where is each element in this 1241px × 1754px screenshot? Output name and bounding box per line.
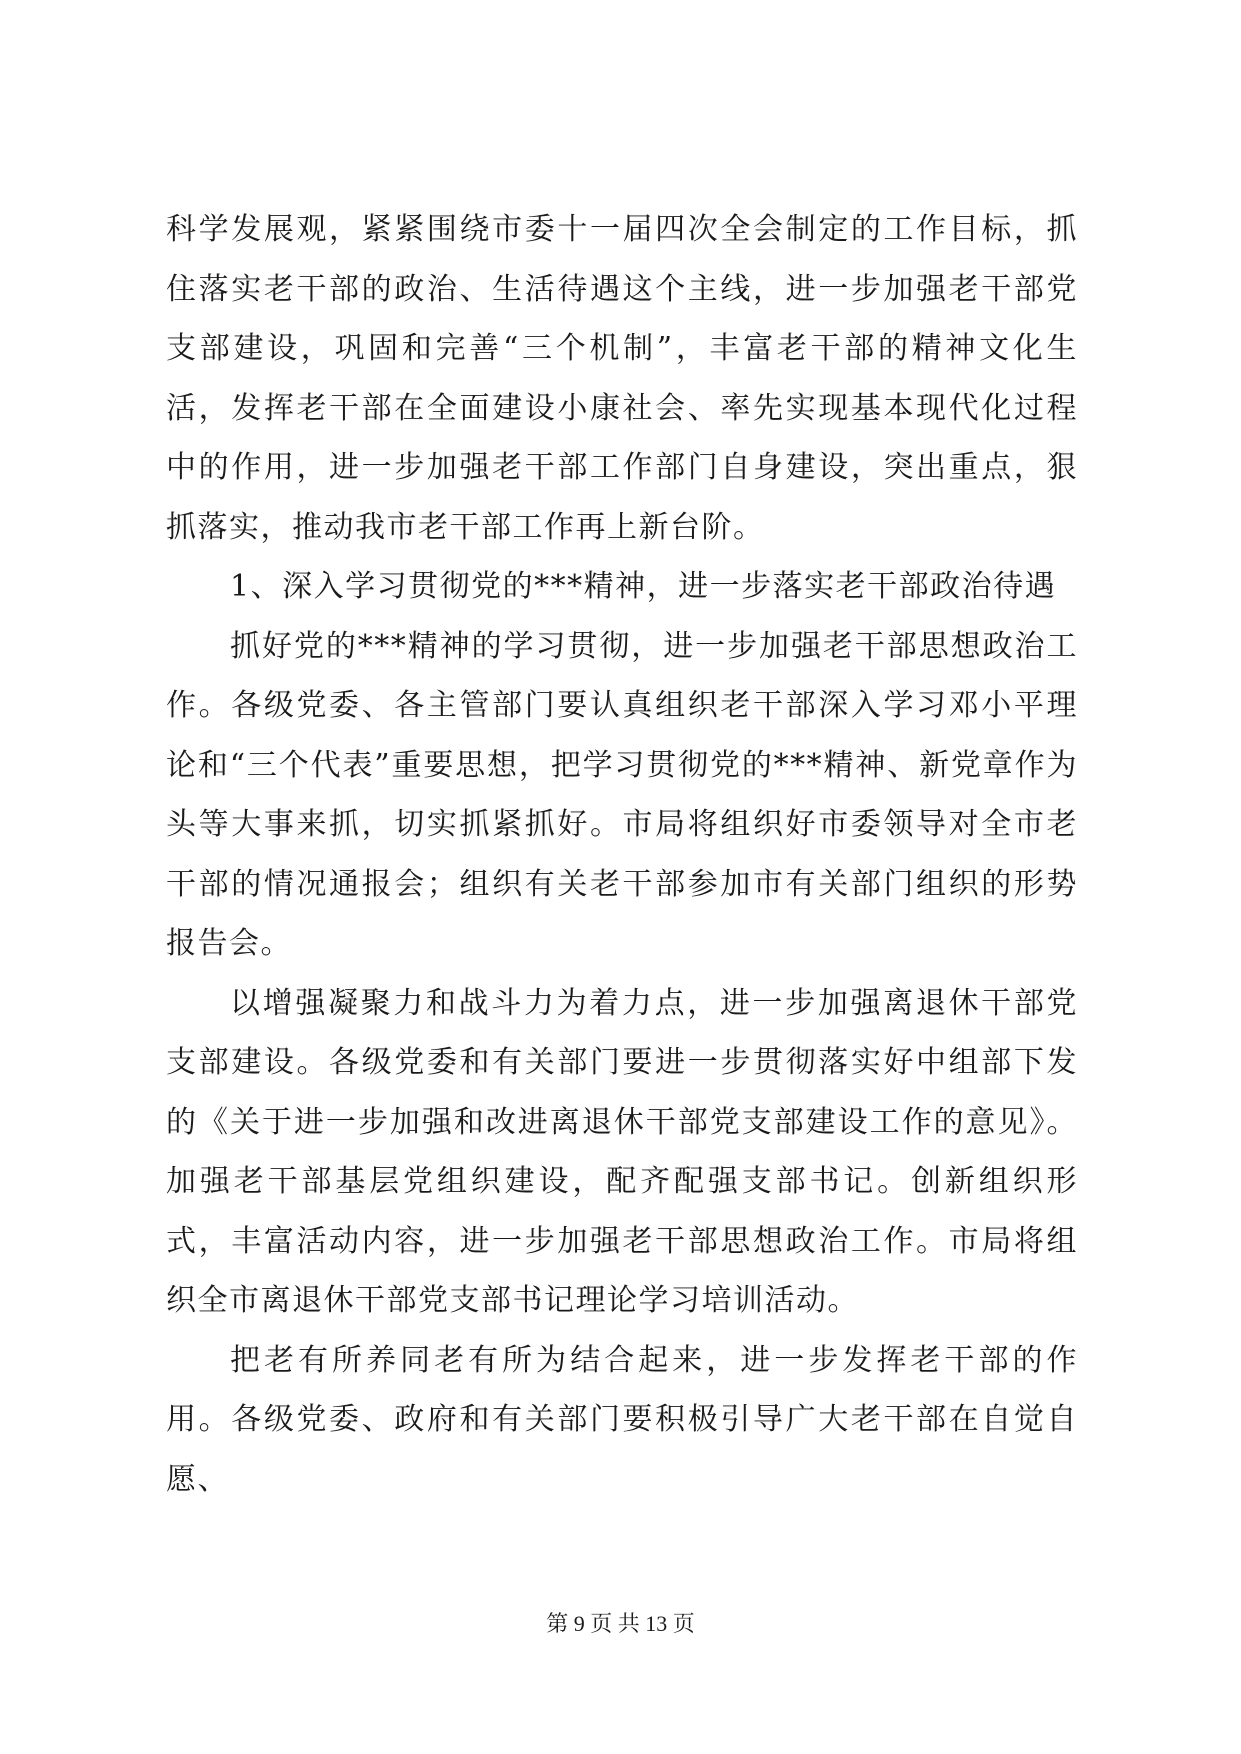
paragraph: 以增强凝聚力和战斗力为着力点，进一步加强离退休干部党支部建设。各级党委和有关部门要进一步贯彻落实好中组部下发的《关于进一步加强和改进离退休干部党支部建设工作的意见》。加强老干部基层党组织建设，配齐配强支部书记。创新组织形式，丰富活动内容，进一步加强老干部思想政治工作。市局将组织全市离退休干部党支部书记理论学习培训活动。 [166, 985, 1078, 1318]
paragraph: 把老有所养同老有所为结合起来，进一步发挥老干部的作用。各级党委、政府和有关部门要积极引导广大老干部在自觉自愿、 [166, 1342, 1078, 1497]
paragraph: 抓好党的***精神的学习贯彻，进一步加强老干部思想政治工作。各级党委、各主管部门要认真组织老干部深入学习邓小平理论和“三个代表”重要思想，把学习贯彻党的***精神、新党章作为头等大事来抓，切实抓紧抓好。市局将组织好市委领导对全市老干部的情况通报会；组织有关老干部参加市有关部门组织的形势报告会。 [166, 628, 1078, 961]
paragraph-continuation: 科学发展观，紧紧围绕市委十一届四次全会制定的工作目标，抓住落实老干部的政治、生活待遇这个主线，进一步加强老干部党支部建设，巩固和完善“三个机制”，丰富老干部的精神文化生活，发挥老干部在全面建设小康社会、率先实现基本现代化过程中的作用，进一步加强老干部工作部门自身建设，突出重点，狠抓落实，推动我市老干部工作再上新台阶。 [166, 212, 1078, 545]
page-footer: 第 9 页 共 13 页 [546, 1611, 695, 1636]
section-heading: 1、深入学习贯彻党的***精神，进一步落实老干部政治待遇 [230, 569, 1057, 604]
document-body [166, 200, 1078, 1509]
